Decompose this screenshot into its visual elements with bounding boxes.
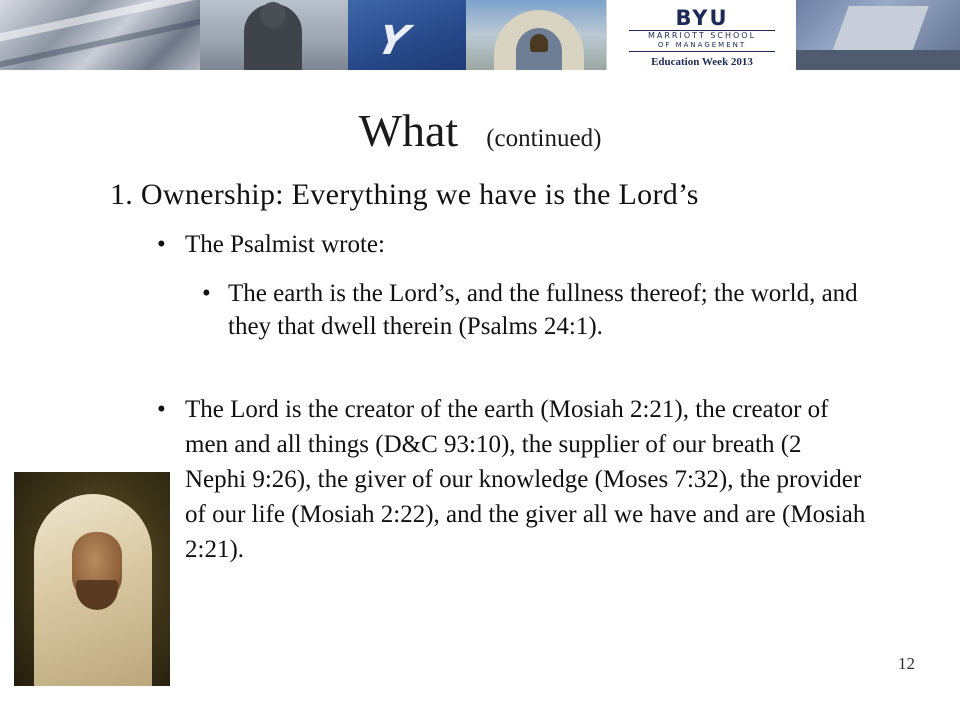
- banner-y-mountain-image: [348, 0, 466, 70]
- logo-rule-bottom: [629, 51, 775, 52]
- bullet-psalmist-text: The Psalmist wrote:: [185, 231, 385, 258]
- school-name-line2: OF MANAGEMENT: [657, 41, 747, 49]
- quote-text: The earth is the Lord’s, and the fullness thereof; the world, and they that dwell therein (Psalms 24:1).: [228, 280, 858, 340]
- bullet-dot: •: [202, 280, 211, 307]
- section-heading: 1. Ownership: Everything we have is the Lord’s: [110, 178, 699, 211]
- school-name-line1: MARRIOTT SCHOOL: [647, 31, 757, 40]
- banner-bell-image: [466, 0, 606, 70]
- banner-architecture-image: [0, 0, 200, 70]
- bell-icon: [530, 34, 548, 52]
- slide-title: [0, 104, 960, 157]
- y-logo-icon: Y: [371, 18, 414, 64]
- bullet-psalmist: [157, 231, 385, 259]
- page-number: 12: [898, 654, 915, 673]
- bullet-dot: •: [157, 231, 166, 258]
- bullet-creator-text: The Lord is the creator of the earth (Mosiah 2:21), the creator of men and all things (D&C 93:10), the supplier of our breath (2 Nephi 9:26), the giver of our knowledge (Moses 7:32), the provider of our life (Mosiah 2:22), and the giver all we have and are (Mosiah 2:21).: [185, 396, 866, 563]
- bullet-creator: [157, 392, 867, 567]
- byu-marriott-logo: [606, 0, 798, 70]
- sub-bullet-quote: [202, 277, 862, 343]
- event-label: Education Week 2013: [651, 56, 753, 68]
- bullet-dot: •: [157, 396, 166, 423]
- title-main: What: [358, 105, 459, 156]
- byu-logo-text: BYU: [675, 6, 729, 30]
- christ-portrait-image: [14, 472, 170, 686]
- statue-icon: [244, 4, 302, 70]
- header-banner: [0, 0, 960, 70]
- banner-building-image: [796, 0, 960, 70]
- banner-statue-image: [200, 0, 348, 70]
- title-suffix: (continued): [486, 125, 602, 152]
